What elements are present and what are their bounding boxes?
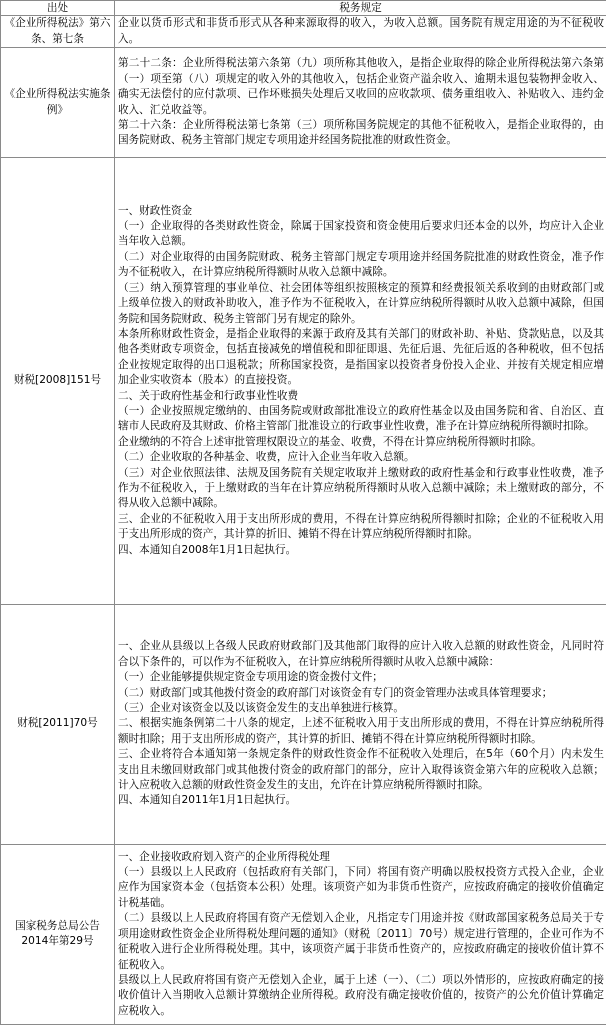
row-source: 《企业所得税法实施条例》 — [1, 48, 115, 158]
rule-paragraph: （三）企业对该资金以及以该资金发生的支出单独进行核算。 — [118, 702, 405, 715]
table-row — [1, 604, 606, 844]
table-header-row — [1, 1, 606, 16]
rule-paragraph: （一）企业能够提供规定资金专项用途的资金拨付文件； — [118, 671, 383, 684]
rule-paragraph: （一）企业按照规定缴纳的、由国务院或财政部批准设立的政府性基金以及由国务院和省、自治区、直辖市人民政府及其财政、价格主管部门批准设立的行政事业性收费，准予在计算应纳税所得额时扣除。 — [118, 404, 604, 433]
rule-paragraph: （二）财政部门或其他拨付资金的政府部门对该资金有专门的资金管理办法或具体管理要求； — [118, 686, 553, 699]
row-source: 国家税务总局公告2014年第29号 — [1, 844, 115, 1024]
rule-paragraph: 三、企业的不征税收入用于支出所形成的费用，不得在计算应纳税所得额时扣除；企业的不征税收入用于支出所形成的资产，其计算的折旧、摊销不得在计算应纳税所得额时扣除。 — [118, 512, 604, 541]
row-content — [115, 16, 606, 48]
row-content — [115, 158, 606, 604]
rule-paragraph: （二）对企业取得的由国务院财政、税务主管部门规定专项用途并经国务院批准的财政性资金，准予作为不征税收入，在计算应纳税所得额时从收入总额中减除。 — [118, 250, 604, 279]
table-row — [1, 48, 606, 158]
header-rule: 税务规定 — [115, 1, 606, 16]
rule-paragraph: 一、企业接收政府划入资产的企业所得税处理 — [118, 850, 330, 863]
rule-paragraph: （三）纳入预算管理的事业单位、社会团体等组织按照核定的预算和经费报领关系收到的由财政部门或上级单位拨入的财政补助收入，准予作为不征税收入，在计算应纳税所得额时从收入总额中减除，但国务院和国务院财政、税务主管部门另有规定的除外。 — [118, 281, 604, 325]
rule-paragraph: 一、企业从县级以上各级人民政府财政部门及其他部门取得的应计入收入总额的财政性资金，凡同时符合以下条件的，可以作为不征税收入，在计算应纳税所得额时从收入总额中减除： — [118, 640, 604, 668]
table-row — [1, 844, 606, 1024]
rule-paragraph: 四、本通知自2011年1月1日起执行。 — [118, 794, 297, 807]
rule-paragraph: （三）对企业依照法律、法规及国务院有关规定收取并上缴财政的政府性基金和行政事业性收费，准予作为不征税收入，于上缴财政的当年在计算应纳税所得额时从收入总额中减除；未上缴财政的部分，不得从收入总额中减除。 — [118, 466, 604, 510]
table-row — [1, 16, 606, 48]
row-content — [115, 48, 606, 158]
row-content — [115, 844, 606, 1024]
rule-paragraph: 二、根据实施条例第二十八条的规定，上述不征税收入用于支出所形成的费用，不得在计算应纳税所得额时扣除；用于支出所形成的资产，其计算的折旧、摊销不得在计算应纳税所得额时扣除。 — [118, 717, 604, 745]
rule-paragraph: 县级以上人民政府将国有资产无偿划入企业，属于上述（一）、（二）项以外情形的，应按政府确定的接收价值计入当期收入总额计算缴纳企业所得税。政府没有确定接收价值的，按资产的公允价值计算确定应税收入。 — [118, 973, 604, 1017]
table-row — [1, 158, 606, 604]
row-source: 《企业所得税法》第六条、第七条 — [1, 16, 115, 48]
rule-paragraph: 三、企业将符合本通知第一条规定条件的财政性资金作不征税收入处理后，在5年（60个月）内未发生支出且未缴回财政部门或其他拨付资金的政府部门的部分，应计入取得该资金第六年的应税收入总额；计入应税收入总额的财政性资金发生的支出，允许在计算应纳税所得额时扣除。 — [118, 748, 604, 792]
rule-paragraph: （二）企业收取的各种基金、收费，应计入企业当年收入总额。 — [118, 451, 415, 464]
rule-paragraph: 四、本通知自2008年1月1日起执行。 — [118, 543, 297, 556]
rule-paragraph: 第二十二条：企业所得税法第六条第（九）项所称其他收入，是指企业取得的除企业所得税法第六条第（一）项至第（八）项规定的收入外的其他收入，包括企业资产溢余收入、逾期未退包装物押金收入、确实无法偿付的应付款项、已作坏账损失处理后又收回的应收款项、债务重组收入、补贴收入、违约金收入、汇兑收益等。 — [118, 57, 604, 116]
rule-paragraph: 一、财政性资金 — [118, 204, 193, 217]
row-source: 财税[2008]151号 — [1, 158, 115, 604]
rule-paragraph: 企业缴纳的不符合上述审批管理权限设立的基金、收费，不得在计算应纳税所得额时扣除。 — [118, 435, 542, 448]
rule-paragraph: 企业以货币形式和非货币形式从各种来源取得的收入，为收入总额。国务院有规定用途的为不征税收入。 — [118, 17, 604, 45]
rule-paragraph: （一）县级以上人民政府（包括政府有关部门，下同）将国有资产明确以股权投资方式投入企业，企业应作为国家资本金（包括资本公积）处理。该项资产如为非货币性资产，应按政府确定的接收价值确定计税基础。 — [118, 866, 604, 909]
rule-paragraph: （二）县级以上人民政府将国有资产无偿划入企业，凡指定专门用途并按《财政部国家税务总局关于专项用途财政性资金企业所得税处理问题的通知》（财税〔2011〕70号）规定进行管理的，企业可作为不征税收入进行企业所得税处理。其中，该项资产属于非货币性资产的，应按政府确定的接收价值计算不征税收入。 — [118, 912, 604, 971]
rule-paragraph: 本条所称财政性资金，是指企业取得的来源于政府及其有关部门的财政补助、补贴、贷款贴息，以及其他各类财政专项资金，包括直接减免的增值税和即征即退、先征后退、先征后返的各种税收，但不包括企业按规定取得的出口退税款；所称国家投资，是指国家以投资者身份投入企业、并按有关规定相应增加企业实收资本（股本）的直接投资。 — [118, 327, 604, 387]
rule-paragraph: 第二十六条：企业所得税法第七条第（三）项所称国务院规定的其他不征税收入，是指企业取得的，由国务院财政、税务主管部门规定专项用途并经国务院批准的财政性资金。 — [118, 118, 604, 147]
header-source: 出处 — [1, 1, 115, 16]
row-content — [115, 604, 606, 844]
row-source: 财税[2011]70号 — [1, 604, 115, 844]
rule-paragraph: 二、关于政府性基金和行政事业性收费 — [118, 389, 299, 402]
rule-paragraph: （一）企业取得的各类财政性资金，除属于国家投资和资金使用后要求归还本金的以外，均应计入企业当年收入总额。 — [118, 220, 604, 248]
